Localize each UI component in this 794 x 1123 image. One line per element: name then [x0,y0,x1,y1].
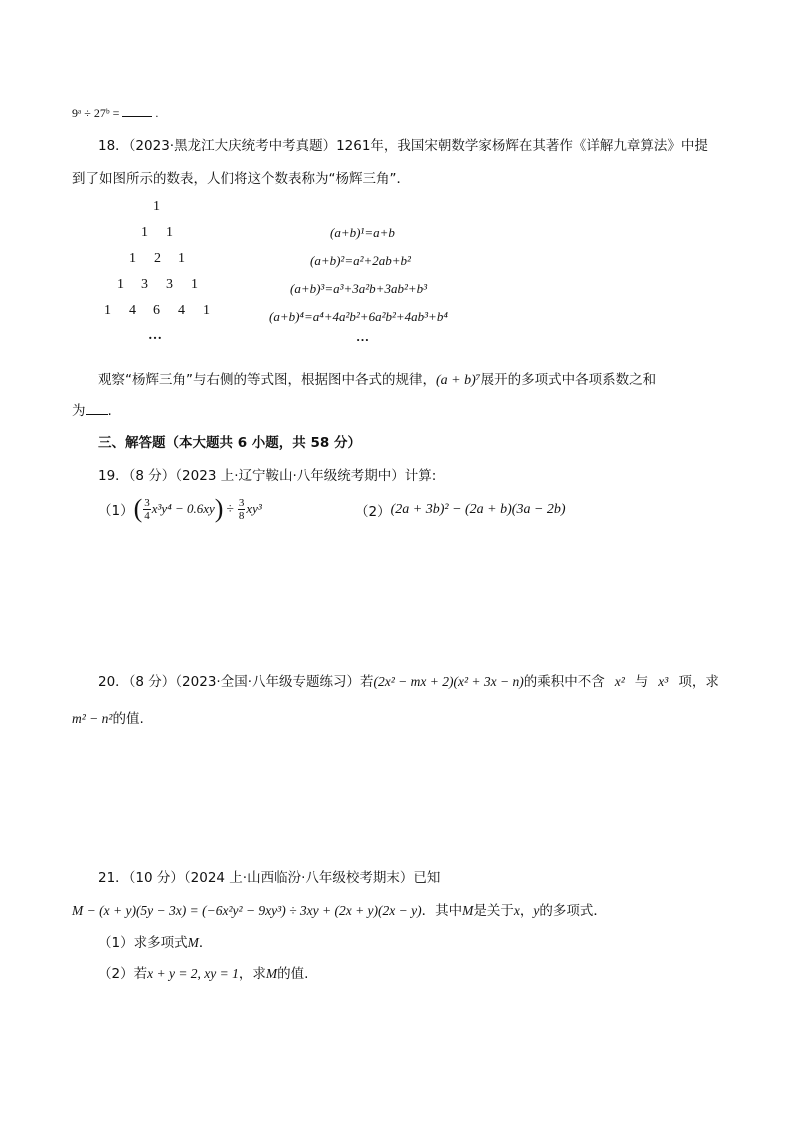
fraction-numerator: 3 [144,496,150,509]
x-cubed: x³ [658,674,669,689]
q20-target-expr: m² − n² [72,711,113,726]
answer-blank [122,104,152,117]
q18-line3-text: 观察“杨辉三角”与右侧的等式图，根据图中各式的规律， [98,372,436,388]
q20-text-2: 的乘积中不含 [523,674,605,690]
expansion-3: (a+b)³=a³+3a²b+3ab²+b³ [290,281,428,296]
triangle-cell: 2 [154,251,161,266]
top-expression-line [72,104,158,121]
triangle-cell: 1 [104,303,111,318]
section-title: 三、解答题（本大题共 6 小题，共 58 分） [98,435,361,451]
expansion-ellipsis: … [356,329,369,344]
triangle-cell: 1 [153,199,160,214]
expansion-1: (a+b)¹=a+b [330,225,395,240]
part-label: （1） [98,503,134,519]
q21-condition: x + y = 2, xy = 1 [147,966,239,981]
q20-product-expr: (2x² − mx + 2)(x² + 3x − n) [373,674,524,689]
q19-part1 [98,492,262,526]
q19-title: 19．（8 分）（2023 上·辽宁鞍山·八年级统考期中）计算: [98,468,437,484]
triangle-cell: 3 [141,277,148,292]
q21-equation: M − (x + y)(5y − 3x) = (−6x²y² − 9xy³) ÷ 3xy + (2x + y)(2x − y) [72,903,422,918]
var-M: M [265,966,278,981]
answer-blank [86,402,108,415]
q21-p1-text: （1）求多项式 [98,935,188,951]
triangle-cell: 1 [141,225,148,240]
q18-line4 [72,399,112,419]
q18-line2: 到了如图所示的数表，人们将这个数表称为“杨辉三角”． [72,171,410,187]
q18-line4-text: 为 [72,403,86,419]
term: x³y⁴ − 0.6xy [151,501,215,516]
triangle-ellipsis: … [148,328,162,343]
expression: (2a + 3b)² − (2a + b)(3a − 2b) [390,502,566,517]
q18-line3 [98,368,656,389]
q21-line2 [72,899,607,919]
expansion-4: (a+b)⁴=a⁴+4a²b²+6a²b²+4ab³+b⁴ [269,309,448,324]
triangle-cell: 4 [129,303,136,318]
period: ． [198,935,213,951]
q21-text: ．其中 [421,903,463,919]
triangle-cell: 1 [166,225,173,240]
fraction [143,497,151,522]
triangle-cell: 3 [166,277,173,292]
q21-part1 [98,931,212,951]
q20-line1 [98,670,719,690]
expansion-2: (a+b)²=a²+2ab+b² [310,253,411,268]
triangle-cell: 1 [191,277,198,292]
period: . [155,106,159,120]
q20-line2 [72,707,144,727]
triangle-cell: 1 [203,303,210,318]
triangle-cell: 4 [178,303,185,318]
var-M: M [187,935,199,950]
q18-line3-text-2: 展开的多项式中各项系数之和 [480,372,657,388]
q21-part2 [98,962,308,982]
triangle-cell: 1 [117,277,124,292]
fraction-denominator: 8 [238,509,245,522]
q18-line1: 18．（2023·黑龙江大庆统考中考真题）1261年，我国宋朝数学家杨辉在其著作《详解九章算法》中提 [98,138,708,154]
q21-text-3: 的多项式． [539,903,607,919]
fraction [238,497,246,522]
var-M: M [462,903,474,918]
x-squared: x² [614,674,625,689]
q21-comma: ， [519,903,534,919]
triangle-cell: 1 [129,251,136,266]
q20-text-3: 项，求 [678,674,719,690]
fraction-denominator: 4 [144,509,150,522]
q21-p2-text: （2）若 [98,966,148,982]
q20-text-4: 的值. [112,711,144,727]
q19-part2 [355,500,566,520]
right-paren: ) [214,494,224,523]
fraction-numerator: 3 [238,496,245,509]
left-paren: ( [133,494,143,523]
q20-text: 20．（8 分）（2023·全国·八年级专题练习）若 [98,674,374,690]
q21-text-2: 是关于 [473,903,514,919]
triangle-cell: 6 [153,303,160,318]
q21-p2-text-2: ，求 [238,966,266,982]
var-y: y [533,903,540,918]
divide-sign: ÷ [226,501,234,516]
q21-line1: 21．（10 分）（2024 上·山西临汾·八年级校考期末）已知 [98,870,441,886]
period: . [107,403,112,419]
q18-power-expr: (a + b)⁷ [436,373,481,388]
var-x: x [513,903,520,918]
q20-and: 与 [634,674,649,690]
term: xy³ [246,501,262,516]
top-expression: 9ᵃ ÷ 27ᵇ = [72,106,120,120]
q21-p2-text-3: 的值. [277,966,309,982]
part-label: （2） [355,504,391,520]
triangle-cell: 1 [178,251,185,266]
